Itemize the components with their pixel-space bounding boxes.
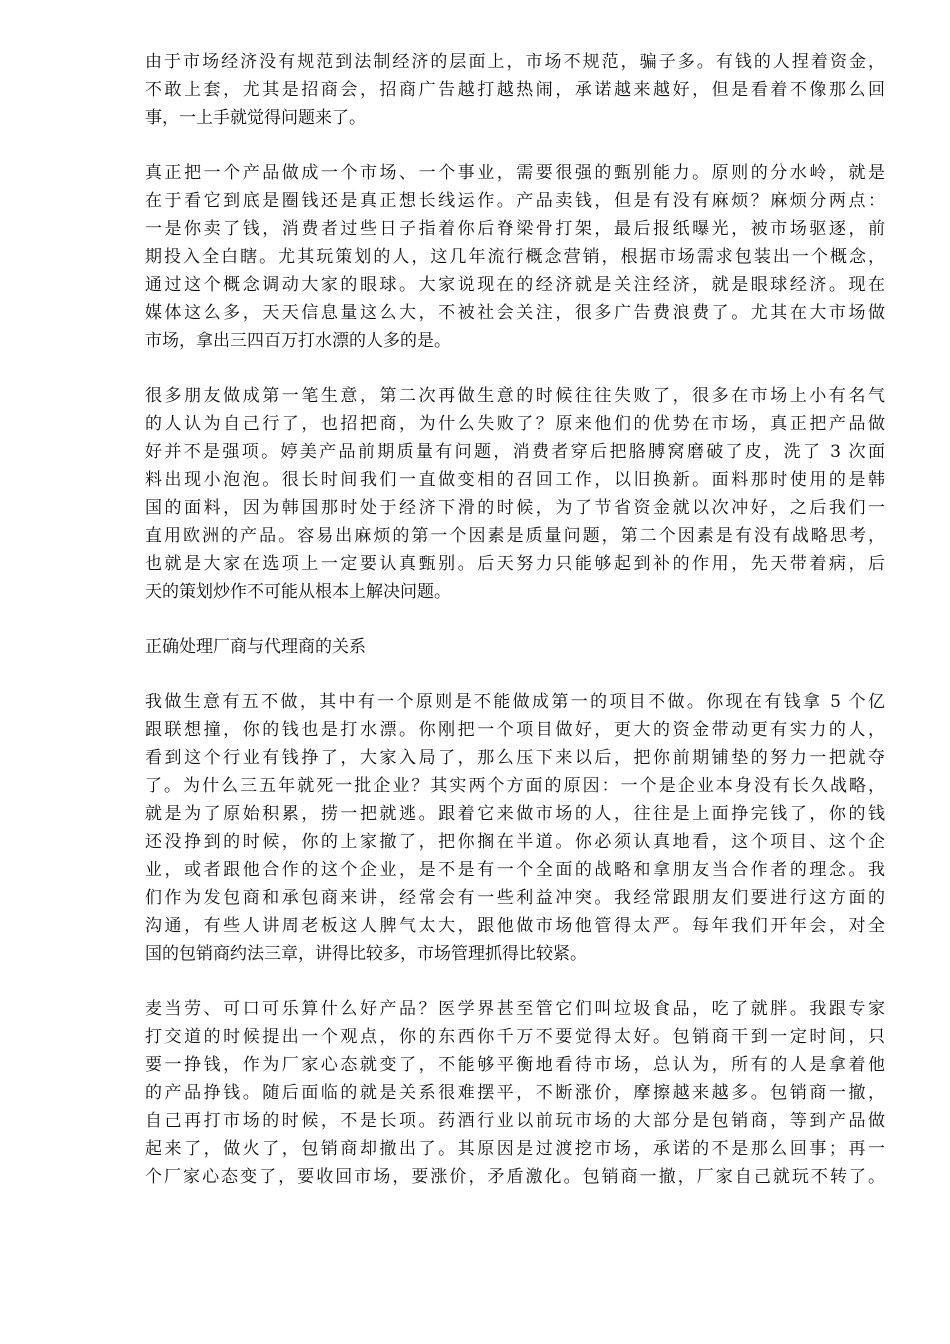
text-line: 个厂家心态变了，要收回市场，要涨价，矛盾激化。包销商一撤，厂家自己就玩不转了。 <box>145 1167 885 1187</box>
text-line: 国的包销商约法三章，讲得比较多，市场管理抓得比较紧。 <box>145 944 587 964</box>
text-line: 打交道的时候提出一个观点，你的东西你千万不要觉得太好。包销商干到一定时间，只 <box>145 1027 885 1047</box>
paragraph-1 <box>145 48 885 132</box>
text-line: 要一挣钱，作为厂家心态就变了，不能够平衡地看待市场，总认为，所有的人是拿着他 <box>145 1055 885 1075</box>
text-line: 由于市场经济没有规范到法制经济的层面上，市场不规范，骗子多。有钱的人捏着资金， <box>145 52 885 72</box>
text-line: 直用欧洲的产品。容易出麻烦的第一个因素是质量问题，第二个因素是有没有战略思考， <box>145 526 885 546</box>
text-line: 也就是大家在选项上一定要认真甄别。后天努力只能够起到补的作用，先天带着病，后 <box>145 554 885 574</box>
text-line: 自己再打市场的时候，不是长项。药酒行业以前玩市场的大部分是包销商，等到产品做 <box>145 1111 885 1131</box>
text-line: 很多朋友做成第一笔生意，第二次再做生意的时候往往失败了，很多在市场上小有名气 <box>145 386 885 406</box>
text-line: 不敢上套，尤其是招商会，招商广告越打越热闹，承诺越来越好，但是看着不像那么回 <box>145 80 885 100</box>
text-line: 好并不是强项。婷美产品前期质量有问题，消费者穿后把胳膊窝磨破了皮，洗了 3 次面 <box>145 442 885 462</box>
text-line: 业，或者跟他合作的这个企业，是不是有一个全面的战略和拿朋友当合作者的理念。我 <box>145 860 885 880</box>
text-line: 料出现小泡泡。很长时间我们一直做变相的召回工作，以旧换新。面料那时使用的是韩 <box>145 470 885 490</box>
text-line: 看到这个行业有钱挣了，大家入局了，那么压下来以后，把你前期铺垫的努力一把就夺 <box>145 748 885 768</box>
text-line: 市场，拿出三四百万打水漂的人多的是。 <box>145 331 451 351</box>
text-line: 媒体这么多，天天信息量这么大，不被社会关注，很多广告费浪费了。尤其在大市场做 <box>145 303 885 323</box>
text-line: 们作为发包商和承包商来讲，经常会有一些利益冲突。我经常跟朋友们要进行这方面的 <box>145 888 885 908</box>
text-line: 期投入全白瞎。尤其玩策划的人，这几年流行概念营销，根据市场需求包装出一个概念， <box>145 247 885 267</box>
document-page <box>145 48 885 1218</box>
text-line: 就是为了原始积累，捞一把就逃。跟着它来做市场的人，往往是上面挣完钱了，你的钱 <box>145 804 885 824</box>
text-line: 通过这个概念调动大家的眼球。大家说现在的经济就是关注经济，就是眼球经济。现在 <box>145 275 885 295</box>
text-line: 跟联想撞，你的钱也是打水漂。你刚把一个项目做好，更大的资金带动更有实力的人， <box>145 720 885 740</box>
text-line: 的产品挣钱。随后面临的就是关系很难摆平，不断涨价，摩擦越来越多。包销商一撤， <box>145 1083 885 1103</box>
text-line: 国的面料，因为韩国那时处于经济下滑的时候，为了节省资金就以次冲好，之后我们一 <box>145 498 885 518</box>
paragraph-5 <box>145 995 885 1191</box>
text-line: 真正把一个产品做成一个市场、一个事业，需要很强的甄别能力。原则的分水岭，就是 <box>145 163 885 183</box>
text-line: 事，一上手就觉得问题来了。 <box>145 108 366 128</box>
text-line: 还没挣到的时候，你的上家撤了，把你搁在半道。你必须认真地看，这个项目、这个企 <box>145 832 885 852</box>
paragraph-4 <box>145 688 885 968</box>
paragraph-3 <box>145 382 885 606</box>
text-line: 起来了，做火了，包销商却撤出了。其原因是过渡挖市场，承诺的不是那么回事；再一 <box>145 1139 885 1159</box>
text-line: 的人认为自己行了，也招把商，为什么失败了？原来他们的优势在市场，真正把产品做 <box>145 414 885 434</box>
text-line: 天的策划炒作不可能从根本上解决问题。 <box>145 582 451 602</box>
paragraph-2 <box>145 159 885 355</box>
text-line: 我做生意有五不做，其中有一个原则是不能做成第一的项目不做。你现在有钱拿 5 个亿 <box>145 692 885 712</box>
text-line: 沟通，有些人讲周老板这人脾气太大，跟他做市场他管得太严。每年我们开年会，对全 <box>145 916 885 936</box>
text-line: 麦当劳、可口可乐算什么好产品？医学界甚至管它们叫垃圾食品，吃了就胖。我跟专家 <box>145 999 885 1019</box>
text-line: 了。为什么三五年就死一批企业？其实两个方面的原因：一个是企业本身没有长久战略， <box>145 776 885 796</box>
section-heading: 正确处理厂商与代理商的关系 <box>145 637 366 657</box>
text-line: 一是你卖了钱，消费者过些日子指着你后脊梁骨打架，最后报纸曝光，被市场驱逐，前 <box>145 219 885 239</box>
text-line: 在于看它到底是圈钱还是真正想长线运作。产品卖钱，但是有没有麻烦？麻烦分两点： <box>145 191 885 211</box>
